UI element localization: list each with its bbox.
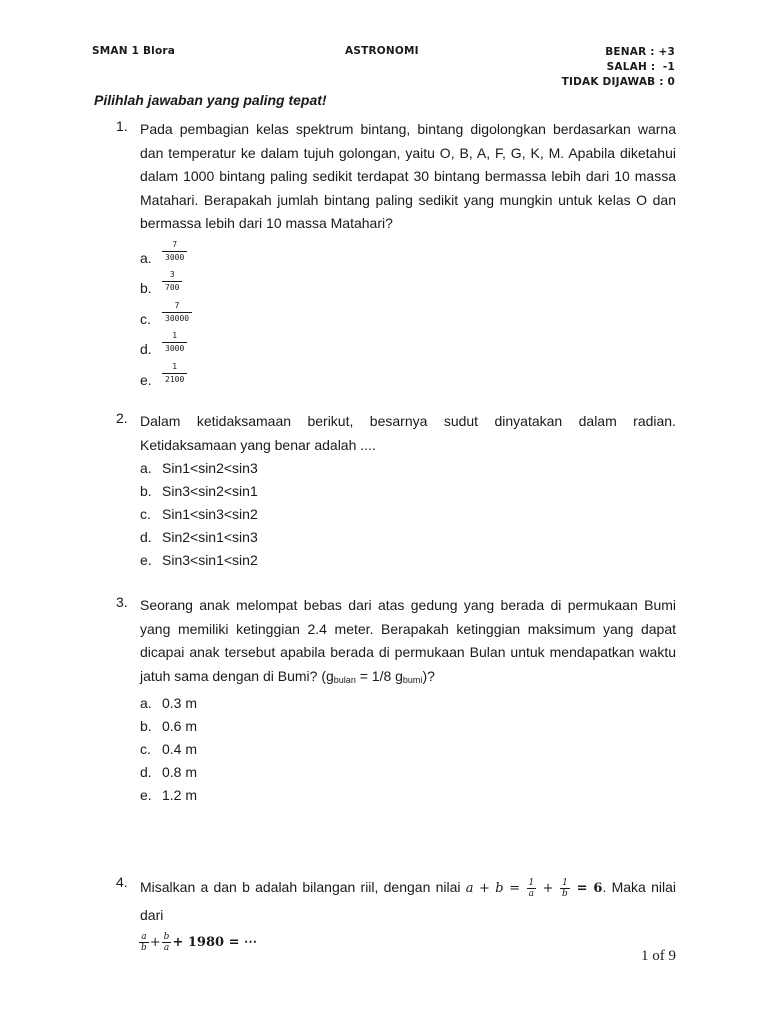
fraction-a-over-b [139,932,149,953]
option-a [140,457,676,480]
option-c [140,503,676,526]
option-letter: d. [140,764,152,780]
fraction-denominator: a [163,942,170,953]
question-1 [116,118,676,396]
option-fraction [162,331,187,354]
subscript-bulan: bulan [333,674,356,685]
header-school: SMAN 1 Blora [92,45,176,57]
plus-sign: + [537,881,560,896]
fraction-denominator: 2100 [162,373,187,385]
option-letter: e. [140,552,152,568]
header-scoring [562,45,675,90]
fraction-numerator: 1 [172,331,178,340]
fraction-numerator: 3 [169,270,175,279]
question-number: 1. [116,118,128,134]
option-d [140,526,676,549]
option-letter: b. [140,483,152,499]
question-3 [116,594,676,807]
option-e [140,549,676,572]
option-fraction [162,362,187,385]
option-letter: d. [140,529,152,545]
scoring-blank: TIDAK DIJAWAB : 0 [561,76,675,88]
option-d [140,761,676,784]
option-letter: c. [140,310,151,327]
equation-lhs: a + b = [465,881,526,896]
fraction-denominator: 700 [162,281,182,293]
option-b [140,480,676,503]
fraction-denominator: 3000 [162,251,187,263]
option-fraction [162,240,187,263]
fraction-denominator: b [562,888,568,899]
fraction-one-over-a [526,878,536,899]
question-number: 4. [116,874,128,890]
fraction-numerator: 7 [174,300,180,310]
option-b [140,270,676,305]
option-text: 0.3 m [162,695,198,711]
fraction-denominator: a [528,888,535,899]
option-a [140,692,676,715]
option-d [140,331,676,366]
question-text [140,594,676,692]
fraction-b-over-a [162,932,172,953]
question-2 [116,410,676,572]
scoring-correct: BENAR : +3 [605,46,675,58]
option-text: 0.6 m [162,718,198,734]
scoring-wrong: SALAH : -1 [606,61,675,73]
question-text-end: )? [422,667,435,684]
option-text: Sin1<sin2<sin3 [162,460,258,476]
option-text: 0.8 m [162,764,198,780]
question-text-after: . Maka nilai dari [140,879,676,923]
question-text: Pada pembagian kelas spektrum bintang, bintang digolongkan berdasarkan warna dan temperatur ke dalam tujuh golongan, yaitu O, B, A, F, G, K, M. Apabila diketahui dalam 1000 bintang paling sedikit terdapat 30 bintang bermassa lebih dari 10 massa Matahari. Berapakah jumlah bintang paling sedikit yang mungkin untuk kelas O dan bermassa lebih dari 10 massa Matahari? [140,121,676,231]
option-text: 0.4 m [162,741,198,757]
question-text-mid: = 1/8 g [355,667,403,684]
option-text: Sin2<sin1<sin3 [162,529,258,545]
question-number: 2. [116,410,128,426]
fraction-denominator: 30000 [162,312,192,324]
option-text: Sin3<sin2<sin1 [162,483,258,499]
option-c [140,738,676,761]
fraction-numerator: 1 [528,877,535,888]
fraction-numerator: a [141,931,147,942]
option-letter: e. [140,787,152,803]
question-expression [138,930,676,954]
subscript-bumi: bumi [402,674,423,685]
question-number: 3. [116,594,128,610]
option-letter: d. [140,341,152,357]
option-list [140,692,676,807]
question-text [140,874,676,928]
fraction-numerator: 1 [172,361,178,371]
option-letter: a. [140,249,152,266]
option-letter: b. [140,718,152,734]
option-letter: c. [140,741,151,757]
plus-sign: + [149,935,161,950]
option-e [140,784,676,807]
fraction-numerator: b [163,931,170,942]
option-fraction [162,270,182,293]
question-text-main: Seorang anak melompat bebas dari atas gedung yang berada di permukaan Bumi yang memiliki ketinggian 2.4 meter. Berapakah ketinggian maksimum yang dapat dicapai anak tersebut apabila berada di permukaan Bulan untuk mendapatkan waktu jatuh sama dengan di Bumi? (g [140,597,676,684]
expression-rest: + 1980 = ⋯ [172,935,257,950]
fraction-one-over-b [560,878,570,899]
option-letter: e. [140,371,152,388]
option-a [140,239,676,275]
instruction: Pilihlah jawaban yang paling tepat! [94,92,327,108]
option-e [140,361,676,397]
fraction-numerator: 7 [172,239,178,249]
question-4 [116,874,676,954]
question-text: Dalam ketidaksamaan berikut, besarnya sudut dinyatakan dalam radian. Ketidaksamaan yang benar adalah .... [140,413,676,453]
option-fraction [162,301,192,324]
option-letter: a. [140,460,152,476]
option-c [140,300,676,336]
equation-rhs: = 6 [570,881,603,896]
option-letter: b. [140,280,152,296]
option-text: Sin3<sin1<sin2 [162,552,258,568]
option-b [140,715,676,738]
fraction-numerator: 1 [562,877,568,888]
option-text: 1.2 m [162,787,198,803]
header-subject: ASTRONOMI [345,45,419,57]
question-text-intro: Misalkan a dan b adalah bilangan riil, dengan nilai [140,879,466,895]
page-number: 1 of 9 [641,948,676,964]
option-letter: c. [140,506,151,522]
option-text: Sin1<sin3<sin2 [162,506,258,522]
option-list [140,239,676,397]
option-list [140,457,676,572]
option-letter: a. [140,695,152,711]
fraction-denominator: 3000 [162,342,187,354]
fraction-denominator: b [141,942,147,953]
